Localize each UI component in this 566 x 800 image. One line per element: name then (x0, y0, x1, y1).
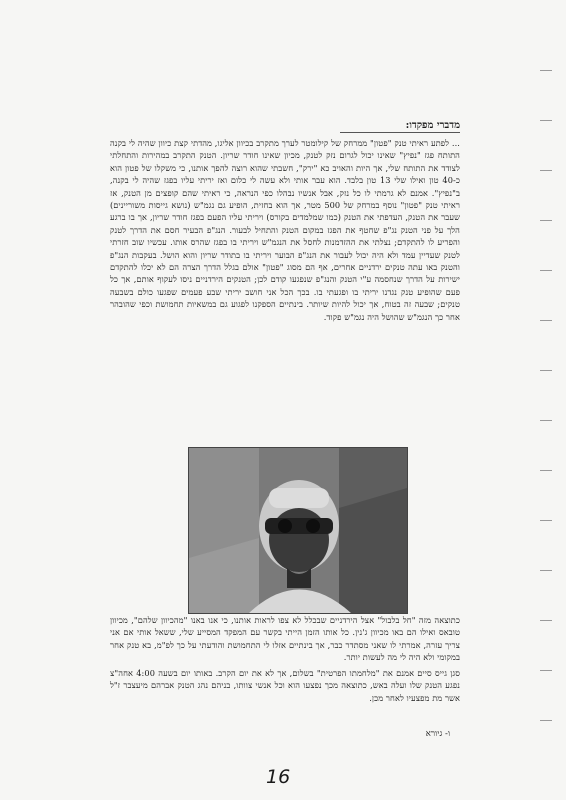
soldier-photo (188, 447, 408, 614)
footer-signature: ו- גיורא (425, 729, 450, 739)
paragraph-2: כתוצאה מזה "חל בלבול" אצל הירדניים שבכלל לא צפו לראות אותנו, כי אנו באנו "מהכיוון שלהם", מכיוון טובאס ואילו הם באו מכיוון ג'נין. כל אותו הזמן הייתי בקשר עם המפקד המסייע שלי, ששאל אותי אם אני צריך עזרה, אמרתי לו שאני מסתדר כבר, אך בינתיים אזלו לי התחמושת והודעתי על כך לפ"מ, בא טנק אחר במקומי ולא היה לי מה לעשות יותר. (110, 615, 460, 663)
paragraph-3: סגן גייס סיים אמנם את "מלחמתו הפרטית" בשלום, אך לא את יום הקרב. באותו יום בשעה 4:00 אחה"צ נפגע הטנק שלו ועלה באש, כתוצאה מכך נפצעו הוא וכל אנשי צוותו, בניהם נהג הטנק אברהם מיעצבר ז"ל אשר מת מפצעיו לאחר מכן. (110, 668, 460, 703)
article (110, 120, 460, 760)
page-edge-marks (536, 60, 552, 780)
soldier-photo-image (189, 448, 407, 613)
paragraph-1: ... לפתע ראיתי טנק "פטון" ממרחק של קילומטר לערך מתקרב בכיוון אליגו, מהדתי קצת כיוון שהיה לי בקנה התותח פגז "נפיץ" שאינו יכול לגרום נזק לטנק, מכיון שאינו חודר שריון. הטנק התקרב במהירות והתחלתי לצודד את התותח שלי, אך היות והאויב כא "ירק", חשבתי שהוא רוצה להפך אותנו, כי משקלו של פטון הוא כ-40 טון ואילו שלי 13 טון בלבד. הוא עבר אותי ולא עשה לי כלום ואז יריתי עליו בפגז שהיה לי בקנה, ב"נפיץ". אמנם לא גרמתי לו כל נזק, אבל אנשיו נבהלו כפי הנראה, כי ראיתי שהם קופצים מן הטנק, אז ראיתי טנק "פטון" נוסף במרחק של 500 מטר, אך הוא בחזית, הופיע גם נגמ"ש (נושא גייסות משוריינים) שעבר את הטנק, העדפתי את הטנק (כמו שמלמדים בקורס) ויריתי עליו הפעם בפגז חודר שריון, אך בו ברגע הלך על פני הטנק נג"פ שחטף את הפגז במקום הטנק והתחיל לבעור. הנג"פ הבעיר חסם את הדרך לטנק והפריע לו להתקדם; נצלתי את ההזדמנות לחסל את הנגמ"ש ויריתי בו בפגז שהרס אותו. עכשיו שוב חזרתי לטנק שעדיין עמד ולא היה יכול לעבור את הנג"פ הבוער ויריתי בו בתודר שריון והוא הושל. בעקבות הנג"פ והטנק באו עתה טנקים ירדניים אחרים, אף הם מסוג "פטון" אולם בגלל הדרך הצרה הם לא יכלו להתקדם ישירות על הדרך שנחסמה ע"י הטנק והנג"פ שנפגעו קודם לכן; הטנקים הירדניים ניסו לעקוף אותם, אך כל פעם שהופיע טנק נגדנו יריתי בו ופגעתי בו. בכך הכל אני חושב יריתי שבע פעמים שפגעו כולם בשבעה טנקים; שבעה זה בטוח, אך יכול להיות שיותר. בינתיים הספקנו לפגוע גם במשאיות תחמושת וכפי שהובהר אחר כך הנגמ"ש שהושל היה נגמ"ש פקוד. (110, 138, 461, 322)
article-header: מדברי מפקדו: (340, 120, 460, 133)
page-number: 16 (266, 766, 291, 788)
